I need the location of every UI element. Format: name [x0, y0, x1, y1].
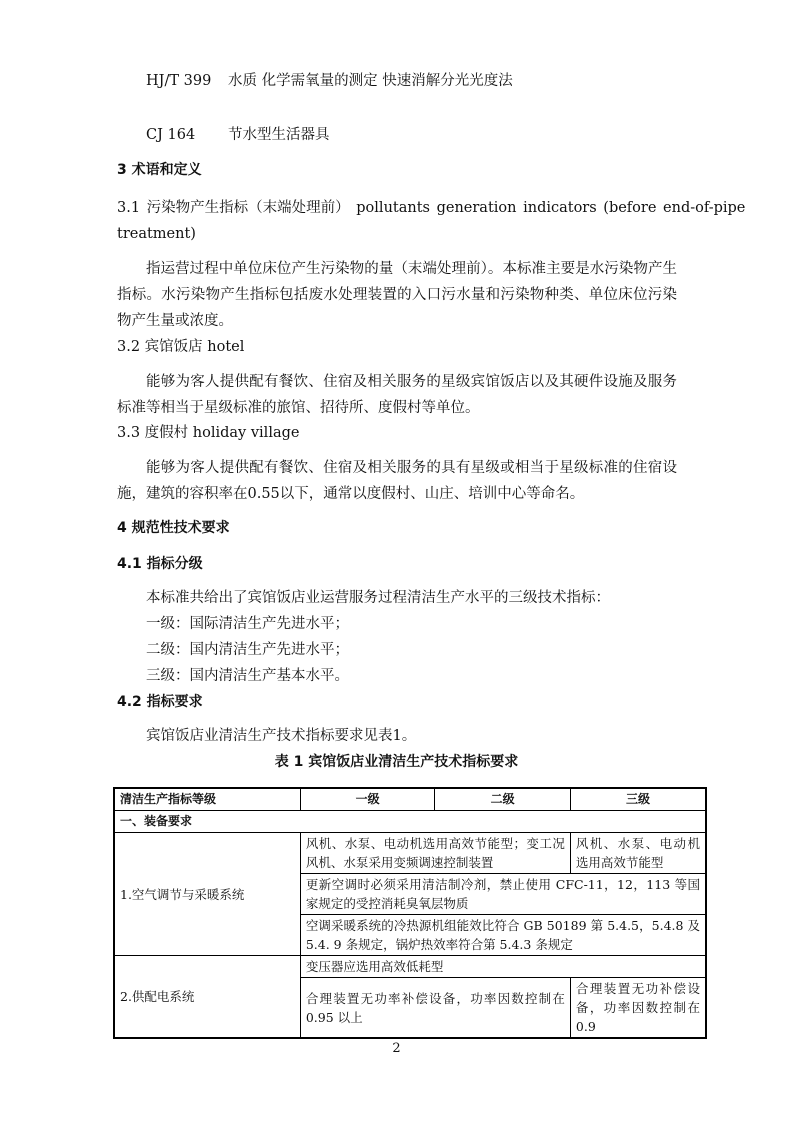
section-4-1-intro: 本标准共给出了宾馆饭店业运营服务过程清洁生产水平的三级技术指标： — [146, 590, 610, 606]
def-3-1-text: 指运营过程中单位床位产生污染物的量（末端处理前）。本标准主要是水污染物产生指标。水污染物产生指标包括废水处理装置的入口污水量和污染物种类、单位床位污染物产生量或浓度。 — [117, 261, 677, 329]
header-cell-grade: 清洁生产指标等级 — [114, 788, 300, 811]
level-1-item: 一级：国际清洁生产先进水平； — [146, 616, 349, 632]
def-3-2-body — [117, 369, 677, 421]
indicator-table — [113, 787, 707, 1039]
table-row — [114, 833, 706, 874]
standard-title: 水质 化学需氧量的测定 快速消解分光光度法 — [228, 73, 513, 89]
table-section-row — [114, 811, 706, 833]
header-cell-level-3: 三级 — [570, 788, 706, 811]
def-3-2-text: 能够为客人提供配有餐饮、住宿及相关服务的星级宾馆饭店以及其硬件设施及服务标准等相当于星级标准的旅馆、招待所、度假村等单位。 — [117, 374, 677, 416]
reference-item — [146, 71, 513, 91]
def-3-1-heading-cont: treatment) — [117, 226, 196, 242]
section-4-2-body: 宾馆饭店业清洁生产技术指标要求见表1。 — [146, 728, 417, 744]
table-row — [114, 956, 706, 978]
reference-item — [146, 125, 330, 145]
level-2-item: 二级：国内清洁生产先进水平； — [146, 642, 349, 658]
standard-code: HJ/T 399 — [146, 73, 212, 89]
table-caption: 表 1 宾馆饭店业清洁生产技术指标要求 — [274, 754, 519, 770]
row-label-hvac: 1.空气调节与采暖系统 — [114, 833, 300, 956]
table-header-row — [114, 788, 706, 811]
cell-power-factor-level-1-2: 合理装置无功率补偿设备，功率因数控制在 0.95 以上 — [300, 978, 570, 1039]
header-cell-level-1: 一级 — [300, 788, 435, 811]
def-3-3-heading: 3.3 度假村 holiday village — [117, 425, 300, 441]
cell-hvac-fans-level-1-2: 风机、水泵、电动机选用高效节能型；变工况风机、水泵采用变频调速控制装置 — [300, 833, 570, 874]
cell-hvac-efficiency: 空调采暖系统的冷热源机组能效比符合 GB 50189 第 5.4.5，5.4.8 及 5.4. 9 条规定，锅炉热效率符合第 5.4.3 条规定 — [300, 915, 706, 956]
page-number: 2 — [392, 1041, 401, 1056]
cell-hvac-fans-level-3: 风机、水泵、电动机选用高效节能型 — [570, 833, 706, 874]
cell-power-transformer: 变压器应选用高效低耗型 — [300, 956, 706, 978]
section-3-heading: 3 术语和定义 — [117, 162, 202, 178]
header-cell-level-2: 二级 — [435, 788, 571, 811]
def-3-1-heading — [117, 198, 745, 218]
section-4-heading: 4 规范性技术要求 — [117, 520, 230, 536]
def-3-3-body — [117, 455, 677, 507]
def-3-1-body — [117, 256, 677, 334]
row-label-power: 2.供配电系统 — [114, 956, 300, 1039]
def-3-3-text: 能够为客人提供配有餐饮、住宿及相关服务的具有星级或相当于星级标准的住宿设施，建筑的容积率在0.55以下，通常以度假村、山庄、培训中心等命名。 — [117, 460, 677, 502]
def-3-1-heading-text: 3.1 污染物产生指标（末端处理前） pollutants generation indicators (before end-of-pipe — [117, 200, 746, 216]
standard-code: CJ 164 — [146, 127, 196, 143]
section-4-2-heading: 4.2 指标要求 — [117, 694, 203, 710]
standard-title: 节水型生活器具 — [228, 127, 330, 143]
level-3-item: 三级：国内清洁生产基本水平。 — [146, 668, 349, 684]
cell-hvac-refrigerant: 更新空调时必须采用清洁制冷剂，禁止使用 CFC-11，12，113 等国家规定的受控消耗臭氧层物质 — [300, 874, 706, 915]
def-3-2-heading: 3.2 宾馆饭店 hotel — [117, 339, 245, 355]
cell-power-factor-level-3: 合理装置无功补偿设备，功率因数控制在 0.9 — [570, 978, 706, 1039]
section-equipment-cell: 一、装备要求 — [114, 811, 706, 833]
section-4-1-heading: 4.1 指标分级 — [117, 556, 203, 572]
